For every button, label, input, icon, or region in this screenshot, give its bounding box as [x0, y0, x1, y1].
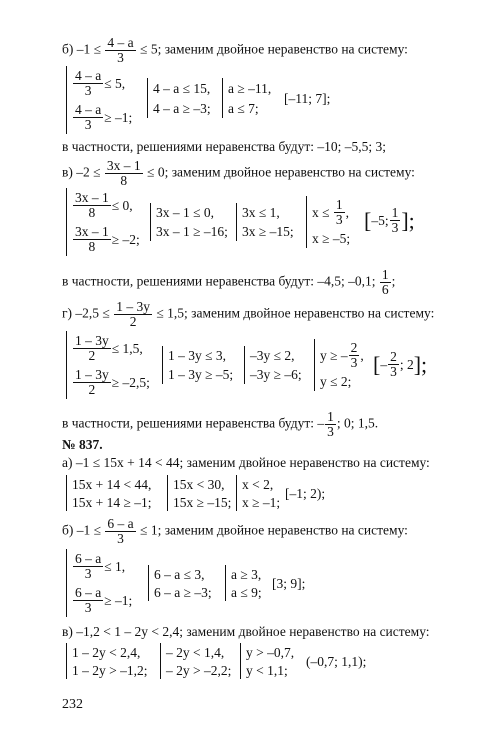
b-system-2: 4 – a ≤ 15, 4 – a ≥ –3; [147, 78, 211, 118]
g-rhs: ≤ 1,5; заменим двойное неравенство на систему: [156, 305, 435, 321]
p837-b-system-1: $\frac{6 - a}{3}$ ≤ 1, $\frac{6 - a}{3}$ ≥ –1; [66, 549, 132, 617]
b-answer: [–11; 7]; [284, 91, 331, 106]
b-fraction: $\frac{4 - a}{3}$ [107, 35, 134, 65]
g-system-4: y ≥ – $\frac{2}{3}$ , y ≤ 2; [314, 339, 364, 391]
g-particular: в частности, решениями неравенства будут: – $\frac{1}{3}$ ; 0; 1,5. [62, 409, 379, 439]
b-system-1: $\frac{4 - a}{3}$ ≤ 5, $\frac{4 - a}{3}$ ≥ –1; [66, 66, 132, 134]
b-rhs: ≤ 5; заменим двойное неравенство на систему: [140, 41, 408, 57]
p837-b-answer: [3; 9]; [272, 576, 306, 591]
page-number: 232 [62, 697, 83, 712]
p837-v-system-2: – 2y < 1,4, – 2y > –2,2; [160, 643, 231, 679]
v-heading [62, 159, 415, 188]
b-label: б) [62, 41, 74, 57]
p837-a-heading: а) –1 ≤ 15x + 14 < 44; заменим двойное неравенство на систему: [62, 455, 430, 470]
v-rhs: ≤ 0; заменим двойное неравенство на систему: [147, 164, 415, 180]
p837-v-system-3: y > –0,7, y < 1,1; [240, 643, 294, 679]
problem-number: № 837. [62, 437, 103, 452]
v-system-3: 3x ≤ 1, 3x ≥ –15; [236, 203, 294, 241]
v-system-4: x ≤ $\frac{1}{3}$ , x ≥ –5; [306, 196, 350, 248]
g-system-2: 1 – 3y ≤ 3, 1 – 3y ≥ –5; [162, 346, 233, 384]
g-system-1: $\frac{1 - 3y}{2}$ ≤ 1,5, $\frac{1 - 3y}{2}$ ≥ –2,5; [66, 331, 150, 399]
p837-b-system-2: 6 – a ≤ 3, 6 – a ≥ –3; [148, 565, 212, 601]
v-particular: в частности, решениями неравенства будут: –4,5; –0,1; $\frac{1}{6}$ ; [62, 267, 396, 297]
g-lhs: –2,5 ≤ [75, 305, 110, 321]
v-lhs: –2 ≤ [76, 164, 101, 180]
p837-a-system-3: x < 2, x ≥ –1; [236, 475, 280, 511]
v-system-2: 3x – 1 ≤ 0, 3x – 1 ≥ –16; [150, 203, 228, 241]
b-system-3: a ≥ –11, a ≤ 7; [222, 78, 271, 118]
g-answer: [ – $\frac{2}{3}$ ; 2 ]; [373, 349, 428, 379]
p837-v-answer: (–0,7; 1,1); [306, 654, 367, 669]
g-label: г) [62, 305, 73, 321]
v-fraction: $\frac{3x - 1}{8}$ [106, 158, 141, 188]
g-system-3: –3y ≤ 2, –3y ≥ –6; [244, 346, 302, 384]
p837-v-heading: в) –1,2 < 1 – 2y < 2,4; заменим двойное неравенство на систему: [62, 624, 430, 639]
p837-a-system-2: 15x < 30, 15x ≥ –15; [167, 475, 231, 511]
v-answer: [ –5; $\frac{1}{3}$ ]; [364, 205, 415, 235]
p837-a-system-1: 15x + 14 < 44, 15x + 14 ≥ –1; [66, 475, 152, 511]
p837-b-system-3: a ≥ 3, a ≤ 9; [225, 565, 262, 601]
b-lhs: –1 ≤ [76, 41, 102, 57]
p837-a-answer: [–1; 2); [285, 486, 326, 501]
p837-v-system-1: 1 – 2y < 2,4, 1 – 2y > –1,2; [66, 643, 148, 679]
b-particular: в частности, решениями неравенства будут: –10; –5,5; 3; [62, 139, 386, 154]
g-heading [62, 300, 434, 329]
b-heading [62, 36, 408, 65]
g-fraction: $\frac{1 - 3y}{2}$ [116, 299, 150, 329]
v-label: в) [62, 164, 73, 180]
v-system-1: $\frac{3x - 1}{8}$ ≤ 0, $\frac{3x - 1}{8}$ ≥ –2; [66, 188, 140, 256]
p837-b-heading: б) –1 ≤ $\frac{6 - a}{3}$ ≤ 1; заменим двойное неравенство на систему: [62, 516, 408, 546]
